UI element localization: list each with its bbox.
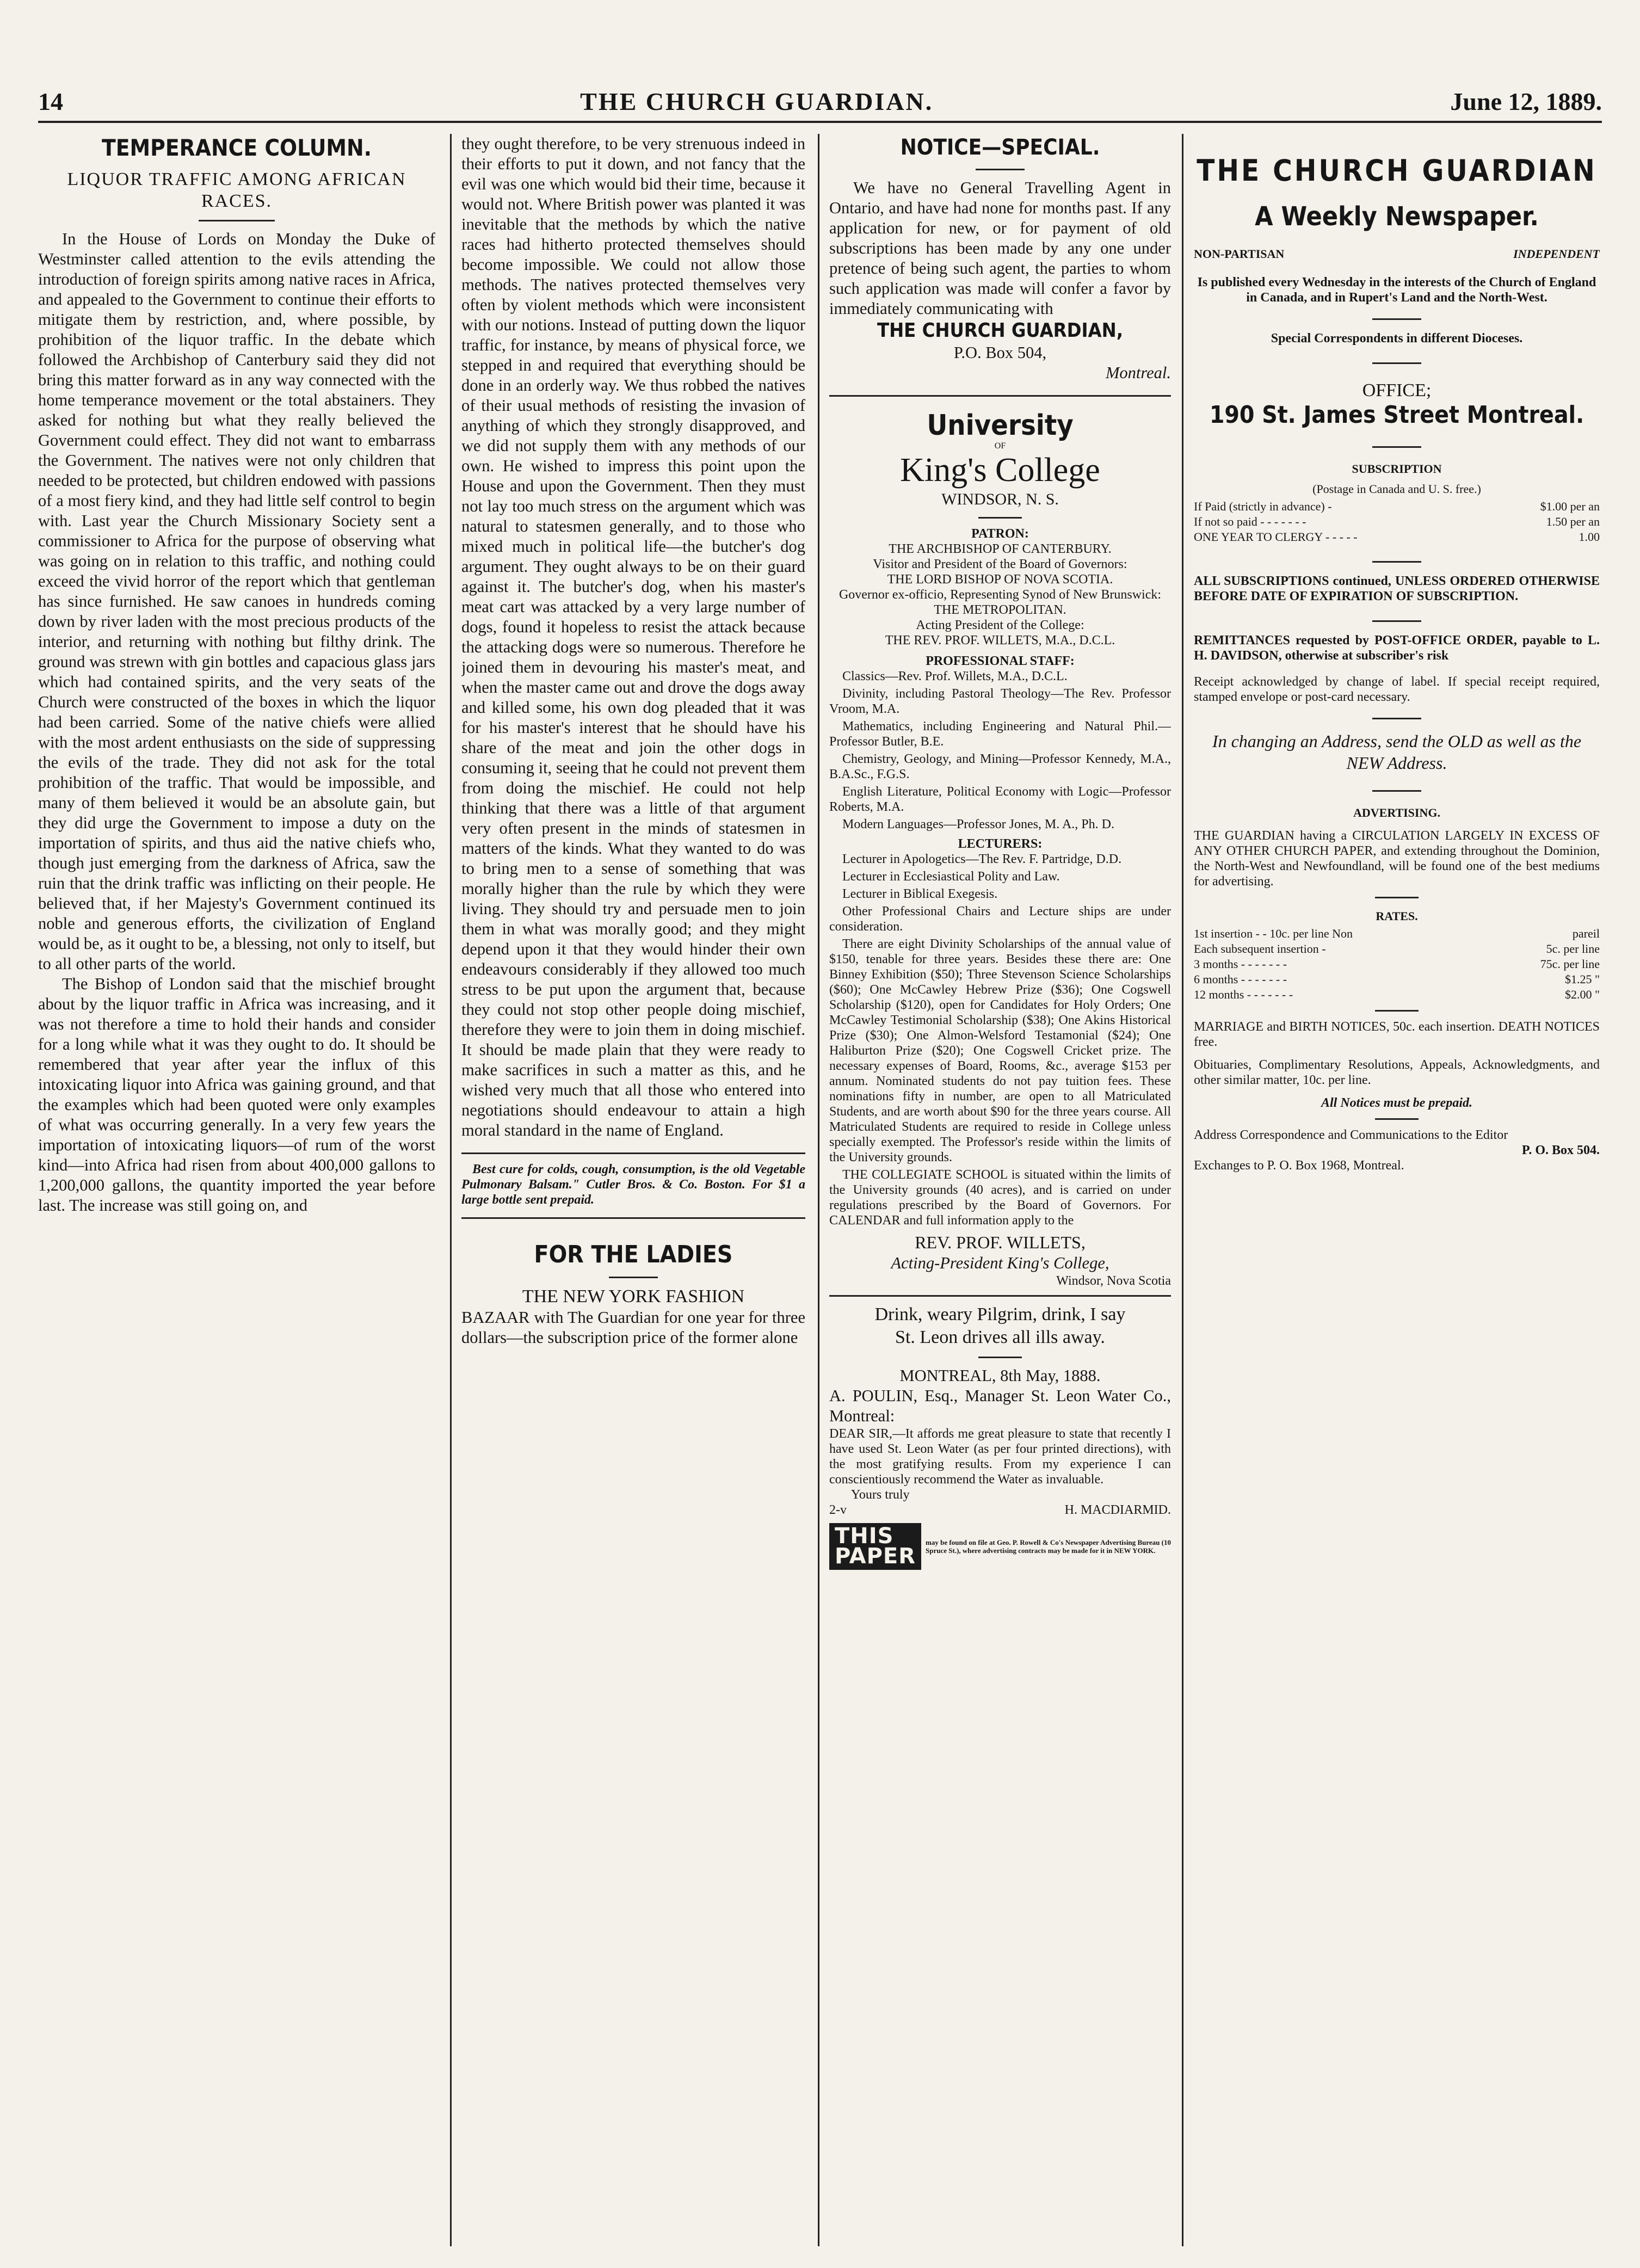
paper-title: THE CHURCH GUARDIAN. <box>580 87 934 115</box>
column-temperance <box>38 134 435 2246</box>
letter-recipient: A. POULIN, Esq., Manager St. Leon Water Co., Montreal: <box>829 1386 1171 1425</box>
rate-label: 6 months - - - - - - - <box>1194 972 1287 986</box>
column-rule-1 <box>450 134 452 2246</box>
letter-footer <box>829 1502 1171 1518</box>
lecturer-line: Lecturer in Ecclesiastical Polity and Law. <box>842 870 1060 884</box>
office-address: 190 St. James Street Montreal. <box>1209 401 1584 429</box>
letter-code: 2-v <box>829 1503 847 1517</box>
subscription-row <box>1194 529 1600 545</box>
rate-row <box>1194 957 1600 972</box>
divider <box>461 1217 805 1219</box>
patron-line: THE LORD BISHOP OF NOVA SCOTIA. <box>887 572 1113 587</box>
staff-line: Chemistry, Geology, and Mining—Professor Kennedy, M.A., B.A.Sc., F.G.S. <box>829 752 1171 781</box>
lecturer-line: Lecturer in Apologetics—The Rev. F. Partridge, D.D. <box>842 852 1122 866</box>
ladies-heading: FOR THE LADIES <box>534 1241 733 1268</box>
subscription-row <box>1194 514 1600 529</box>
divider <box>829 395 1171 397</box>
lecturers-heading: LECTURERS: <box>958 837 1043 851</box>
rate-row <box>1194 941 1600 957</box>
rate-value: 1.00 <box>1579 530 1600 544</box>
divider <box>1372 790 1421 792</box>
rate-row <box>1194 987 1600 1002</box>
remittance-note: REMITTANCES requested by POST-OFFICE ORDER, payable to L. H. DAVIDSON, otherwise at subscriber's risk <box>1194 633 1600 663</box>
column-article-cont <box>461 134 805 2246</box>
this-paper-text: may be found on file at Geo. P. Rowell & Co's Newspaper Advertising Bureau (10 Spruce St.), where advertising contracts may be made for it in NEW YORK. <box>926 1538 1171 1555</box>
patron-block <box>829 526 1171 648</box>
rate-label: If Paid (strictly in advance) - <box>1194 500 1332 513</box>
scholarships-text: There are eight Divinity Scholarships of the annual value of $150, tenable for three years. Besides these there are: One Binney Exhibition ($50); Three Stevenson Science Scholarships ($60); One McCawley Hebrew Prize ($36); One Cogswell Scholarship ($120), open for Candidates for Holy Orders; One McCawley Testimonial Scholarship ($38); One Akins Historical Prize ($30); One Almon-Welsford Testamonial ($24); One Haliburton Prize ($20); One Cogswell Cricket prize. The necessary expenses of Board, Rooms, &c., average $153 per annum. Nominated students do not pay tuition fees. These nominations fifty in number, are open to all Matriculated Students, and are worth about $90 for the three years course. All Matriculated Students are required to reside in College unless specially exempted. The Professor's reside within the limits of the University grounds. <box>829 937 1171 1164</box>
column-guardian-info <box>1194 134 1600 2246</box>
divider <box>976 169 1025 170</box>
letter-signature: H. MACDIARMID. <box>1064 1503 1171 1517</box>
patron-line: THE REV. PROF. WILLETS, M.A., D.C.L. <box>885 633 1115 648</box>
office-label: OFFICE; <box>1362 380 1432 400</box>
patron-line: Acting President of the College: <box>916 618 1084 632</box>
section-heading-temperance: TEMPERANCE COLUMN. <box>101 134 372 161</box>
willets-place: Windsor, Nova Scotia <box>1056 1274 1171 1288</box>
advertising-text: THE GUARDIAN having a CIRCULATION LARGELY IN EXCESS OF ANY OTHER CHURCH PAPER, and extending throughout the Dominion, the North-West and Newfoundland, will be found one of the best mediums for advertising. <box>1194 829 1600 889</box>
rates-heading: RATES. <box>1376 909 1418 923</box>
rate-value: $2.00 " <box>1565 988 1600 1001</box>
article-title: LIQUOR TRAFFIC AMONG AFRICAN RACES. <box>67 169 406 211</box>
obituaries-note: Obituaries, Complimentary Resolutions, Appeals, Acknowledgments, and other similar matter, 10c. per line. <box>1194 1058 1600 1087</box>
rate-label: If not so paid - - - - - - - <box>1194 515 1306 528</box>
notice-heading: NOTICE—SPECIAL. <box>900 135 1100 160</box>
exchanges-note: Exchanges to P. O. Box 1968, Montreal. <box>1194 1158 1404 1173</box>
staff-block <box>829 654 1171 1228</box>
subscription-note: (Postage in Canada and U. S. free.) <box>1312 482 1481 496</box>
subscription-row <box>1194 499 1600 514</box>
tag-nonpartisan: NON-PARTISAN <box>1194 247 1285 261</box>
column-rule-2 <box>818 134 819 2246</box>
lecturer-line: Other Professional Chairs and Lecture ships are under consideration. <box>829 904 1171 934</box>
cure-advertisement: Best cure for colds, cough, consumption, is the old Vegetable Pulmonary Balsam." Cutler Bros. & Co. Boston. For $1 a large bottle sent prepaid. <box>461 1162 805 1207</box>
rate-row <box>1194 926 1600 941</box>
st-leon-line-2: St. Leon drives all ills away. <box>895 1327 1105 1347</box>
divider <box>1372 620 1421 622</box>
lecturer-line: Lecturer in Biblical Exegesis. <box>842 887 998 901</box>
rate-label: 3 months - - - - - - - <box>1194 957 1287 971</box>
staff-line: English Literature, Political Economy with Logic—Professor Roberts, M.A. <box>829 785 1171 814</box>
rate-label: ONE YEAR TO CLERGY - - - - - <box>1194 530 1358 544</box>
rate-value: $1.25 " <box>1565 972 1600 986</box>
staff-line: Divinity, including Pastoral Theology—The Rev. Professor Vroom, M.A. <box>829 687 1171 716</box>
divider <box>1372 561 1421 563</box>
rate-value: 5c. per line <box>1546 942 1600 956</box>
column-rule-3 <box>1182 134 1183 2246</box>
divider <box>1372 718 1421 719</box>
article-paragraph: In the House of Lords on Monday the Duke of Westminster called attention to the evils attending the introduction of foreign spirits among native races in Africa, and appealed to the Government to continue their efforts to mitigate them by restriction, and, where possible, by prohibition of the liquor traffic. In the debate which followed the Archbishop of Canterbury said they did not bring this matter forward as in any way connected with the home temperance movement or the total abstainers. They asked for nothing but what they really believed the Government could effect. They did not want to embarrass the Government. The natives were not only children that needed to be protected, but children endowed with passions of a most fiery kind, and they had little self control to begin with. Last year the Church Missionary Society sent a commissioner to Africa for the purpose of observing what was going on in relation to this traffic, and nothing could exceed the vivid horror of the report which that gentleman has since furnished. He saw canoes in hundreds coming down by river laden with the most precious products of the interior, and returning with nothing but filthy drink. The ground was strewn with gin bottles and capacious glass jars which had contained spirits, and the very seats of the Church were constructed of the boxes in which the liquor had been carried. Some of the native chiefs were allied with the most ardent enthusiasts on the side of suppressing the evils of the trade. They did not ask for the total prohibition of the traffic. That would be impossible, and many of them believed it would be an absolute gain, but they did urge the Government to impose a duty on the importation of spirits, and thus aid the native chiefs who, though just emerging from the darkness of Africa, saw the ruin that the drink traffic was inflicting on their people. He believed that, if her Majesty's Government continued its noble and generous efforts, the civilization of England would be, as it ought to be, a blessing, not only to itself, but to all other parts of the world. <box>38 230 435 973</box>
page-number: 14 <box>38 87 63 115</box>
staff-line: Mathematics, including Engineering and Natural Phil.—Professor Butler, B.E. <box>829 719 1171 749</box>
letter-date: MONTREAL, 8th May, 1888. <box>899 1366 1101 1385</box>
receipt-note: Receipt acknowledged by change of label. If special receipt required, stamped envelope or post-card necessary. <box>1194 675 1600 704</box>
this-paper-ad <box>829 1523 1171 1570</box>
staff-heading: PROFESSIONAL STAFF: <box>926 654 1075 668</box>
staff-line: Classics—Rev. Prof. Willets, M.A., D.C.L. <box>842 669 1068 683</box>
notice-city: Montreal. <box>1105 363 1171 382</box>
patron-line: Governor ex-officio, Representing Synod of New Brunswick: <box>839 588 1162 602</box>
column-notices <box>829 134 1171 2246</box>
divider <box>1375 1118 1419 1120</box>
college-place: WINDSOR, N. S. <box>941 490 1059 508</box>
notice-box: P.O. Box 504, <box>953 343 1047 362</box>
po-box: P. O. Box 504. <box>1521 1143 1600 1157</box>
rate-value: 1.50 per an <box>1546 515 1600 528</box>
ladies-title: THE NEW YORK FASHION <box>522 1286 745 1306</box>
college-name: King's College <box>900 452 1100 489</box>
notice-text: We have no General Travelling Agent in Ontario, and have had none for months past. If any application for new, or for payment of old subscriptions has been made by any one under pretence of being such agent, the parties to whom such application was made will confer a favor by immediately communicating with <box>829 178 1171 318</box>
guardian-subtitle: A Weekly Newspaper. <box>1255 201 1539 232</box>
rate-label: 1st insertion - - 10c. per line Non <box>1194 927 1353 940</box>
letter-close: Yours truly <box>851 1488 910 1502</box>
guardian-tags <box>1194 244 1600 264</box>
guardian-title: THE CHURCH GUARDIAN <box>1197 153 1597 188</box>
address-change-note: In changing an Address, send the OLD as well as the NEW Address. <box>1212 731 1582 773</box>
divider <box>461 1153 805 1154</box>
subscriptions-continued: ALL SUBSCRIPTIONS continued, UNLESS ORDERED OTHERWISE BEFORE DATE OF EXPIRATION OF SUBSCRIPTION. <box>1194 574 1600 603</box>
rate-label: 12 months - - - - - - - <box>1194 988 1293 1001</box>
correspondents-note: Special Correspondents in different Dioceses. <box>1271 331 1523 346</box>
divider <box>1375 1010 1419 1012</box>
patron-line: Visitor and President of the Board of Governors: <box>873 557 1127 571</box>
st-leon-line-1: Drink, weary Pilgrim, drink, I say <box>874 1304 1126 1324</box>
prepaid-note: All Notices must be prepaid. <box>1321 1096 1472 1110</box>
letter-body: DEAR SIR,—It affords me great pleasure to state that recently I have used St. Leon Water (as per four printed directions), with the most gratifying results. From my experience I can conscientiously recommend the Water as invaluable. <box>829 1427 1171 1487</box>
patron-heading: PATRON: <box>971 527 1029 541</box>
patron-line: THE METROPOLITAN. <box>934 603 1066 617</box>
divider <box>829 1295 1171 1297</box>
divider <box>978 1357 1022 1358</box>
patron-line: THE ARCHBISHOP OF CANTERBURY. <box>889 542 1112 556</box>
university-of: OF <box>994 441 1006 451</box>
rate-value: $1.00 per an <box>1540 500 1600 513</box>
rate-value: 75c. per line <box>1540 957 1600 971</box>
address-correspondence: Address Correspondence and Communications to the Editor <box>1194 1128 1508 1142</box>
willets-name: REV. PROF. WILLETS, <box>915 1232 1086 1252</box>
this-paper-label: THIS PAPER <box>829 1523 921 1570</box>
willets-role: Acting-President King's College, <box>891 1254 1109 1272</box>
divider <box>1372 446 1421 448</box>
rate-value: pareil <box>1572 927 1600 940</box>
divider <box>1372 318 1421 320</box>
staff-line: Modern Languages—Professor Jones, M. A., Ph. D. <box>842 817 1114 831</box>
advertising-heading: ADVERTISING. <box>1353 806 1440 819</box>
collegiate-school-text: THE COLLEGIATE SCHOOL is situated within the limits of the University grounds (40 acres), and is carried on under regulations prescribed by the Board of Governors. For CALENDAR and full information apply to the <box>829 1168 1171 1228</box>
notice-signature: THE CHURCH GUARDIAN, <box>877 319 1124 342</box>
published-note: Is published every Wednesday in the interests of the Church of England in Canada, and in Rupert's Land and the North-West. <box>1197 275 1596 305</box>
divider <box>978 517 1022 519</box>
article-paragraph: they ought therefore, to be very strenuous indeed in their efforts to put it down, and not fancy that the evil was one which would bid their time, because it would not. Where British power was planted it was inevitable that the methods by which the native races had hitherto protected themselves should become impossible. We could not allow those methods. The natives protected themselves very often by violent methods which were inconsistent with our notions. Instead of putting down the liquor traffic, for instance, by means of physical force, we stepped in and required that everything should be done in an orderly way. We thus robbed the natives of their usual methods of resisting the invasion of anything of which they strongly disapproved, and we did not supply them with any methods of our own. He wished to impress this point upon the House and upon the Government. Then they must not lay too much stress on the argument which was natural to statesmen generally, and to those who mixed much in political life—the butcher's dog argument. They ought always to be on their guard against it. The butcher's dog, when his master's meat cart was attacked by a very large number of dogs, found it hopeless to resist the attack because the attacking dogs were so numerous. Therefore he joined them in devouring his master's meat, and when the master came out and drove the dogs away and killed some, his own dog pleaded that it was for his master's interest that he should have his share of the meat and join the other dogs in consuming it, seeing that he could not prevent them from doing the mischief. He could not help thinking that there was a little of that argument very often present in the minds of statesmen in matters of the kinds. What they wanted to do was to bring men to a sense of something that was morally higher than the rule by which they were living. They should try and persuade men to join them in what was morally good; and they might depend upon it that they would hinder their own endeavours considerably if they allowed too much stress to be put upon the argument that, because they could not stop other people doing mischief, therefore they were to join them in doing mischief. It should be made plain that they were ready to make sacrifices in such a matter as this, and he wished very much that all those who entered into negotiations should endeavour to attain a high moral standard in the name of England. <box>461 134 805 1139</box>
divider <box>609 1277 658 1278</box>
tag-independent: INDEPENDENT <box>1513 247 1600 261</box>
rate-row <box>1194 972 1600 987</box>
article-paragraph: The Bishop of London said that the mischief brought about by the liquor traffic in Africa was increasing, and it was not therefore a time to hold their hands and consider for a long while what it was they ought to do. It should be remembered that year after year the influx of this intoxicating liquor into Africa was gaining ground, and that the examples which had been quoted were only examples of what was occurring generally. In a very few years the importation of intoxicating liquors—of rum of the worst kind—into Africa had risen from about 400,000 gallons to 1,200,000 gallons, the quantity imported the year before last. The increase was still going on, and <box>38 975 435 1215</box>
marriage-notices: MARRIAGE and BIRTH NOTICES, 50c. each insertion. DEATH NOTICES free. <box>1194 1020 1600 1049</box>
divider <box>199 220 275 221</box>
university-heading: University <box>927 409 1074 442</box>
issue-date: June 12, 1889. <box>1450 87 1602 115</box>
subscription-heading: SUBSCRIPTION <box>1352 462 1442 476</box>
page-header <box>38 82 1602 123</box>
ladies-text: BAZAAR with The Guardian for one year for three dollars—the subscription price of the former alone <box>461 1308 805 1347</box>
divider <box>1372 362 1421 364</box>
divider <box>1375 897 1419 898</box>
rate-label: Each subsequent insertion - <box>1194 942 1326 956</box>
